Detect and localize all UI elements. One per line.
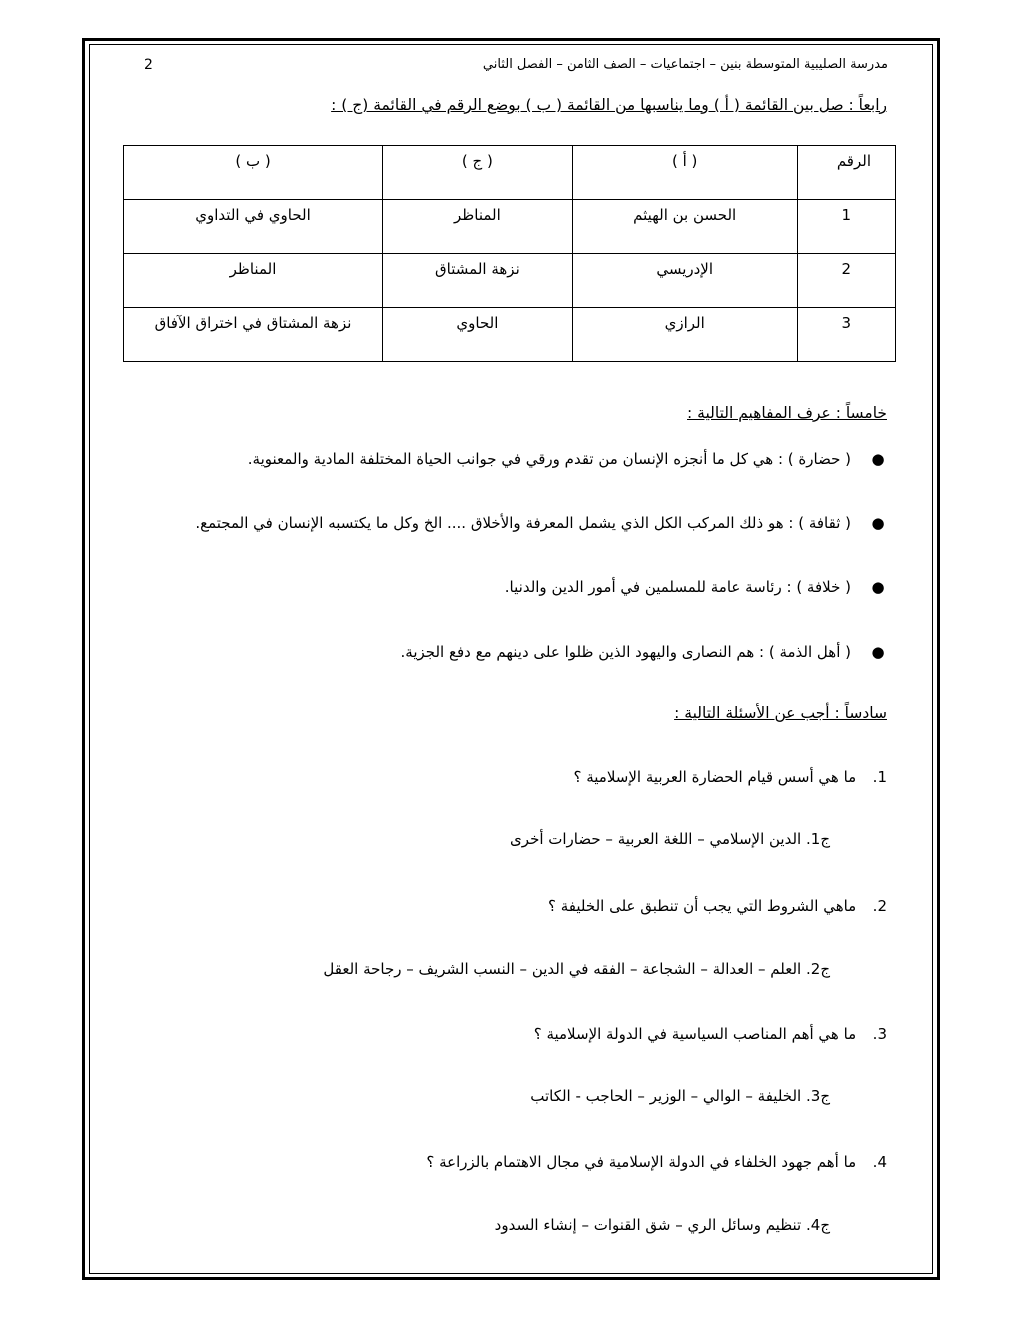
header-num: الرقم <box>797 146 895 200</box>
row-num: 2 <box>797 254 895 308</box>
definition-text: ( ثقافة ) : هو ذلك المركب الكل الذي يشمل المعرفة والأخلاق .... الخ وكل ما يكتسبه الإنسان في المجتمع. <box>195 514 851 532</box>
bullet-icon: ● <box>871 450 885 468</box>
section4-title: رابعاً : صل بين القائمة ( أ ) وما يناسبها من القائمة ( ب ) بوضع الرقم في القائمة (ج ) : <box>331 96 887 114</box>
matching-table <box>123 145 896 362</box>
question-number: 2. <box>872 897 887 915</box>
list-item <box>505 578 887 596</box>
question-text: ما هي أسس قيام الحضارة العربية الإسلامية ؟ <box>573 768 857 786</box>
cell-j: الحاوي <box>383 308 573 362</box>
answer-2: ج2. العلم – العدالة – الشجاعة – الفقه في الدين – النسب الشريف – رجاحة العقل <box>323 960 830 978</box>
cell-b: المناظر <box>124 254 383 308</box>
question-2 <box>548 897 887 915</box>
definition-text: ( خلافة ) : رئاسة عامة للمسلمين في أمور الدين والدنيا. <box>504 578 851 596</box>
question-text: ماهي الشروط التي يجب أن تنطبق على الخليفة ؟ <box>548 897 857 915</box>
table-header-row <box>124 146 896 200</box>
bullet-icon: ● <box>871 514 885 532</box>
table-row <box>124 254 896 308</box>
section5-title: خامساً : عرف المفاهيم التالية : <box>687 404 887 422</box>
cell-a: الإدريسي <box>572 254 797 308</box>
answer-4: ج4. تنظيم وسائل الري – شق القنوات – إنشاء السدود <box>494 1216 830 1234</box>
question-text: ما هي أهم المناصب السياسية في الدولة الإسلامية ؟ <box>533 1025 857 1043</box>
cell-a: الحسن بن الهيثم <box>572 200 797 254</box>
page-number: 2 <box>144 57 153 73</box>
cell-j: نزهة المشتاق <box>383 254 573 308</box>
question-1 <box>574 768 888 786</box>
cell-j: المناظر <box>383 200 573 254</box>
header-b: ( ب ) <box>124 146 383 200</box>
cell-b: الحاوي في التداوي <box>124 200 383 254</box>
question-number: 3. <box>872 1025 887 1043</box>
definition-text: ( حضارة ) : هي كل ما أنجزه الإنسان من تقدم ورقي في جوانب الحياة المختلفة المادية والمعنوية. <box>247 450 851 468</box>
header-j: ( ج ) <box>383 146 573 200</box>
list-item <box>248 450 887 468</box>
bullet-icon: ● <box>871 643 885 661</box>
cell-b: نزهة المشتاق في اختراق الآفاق <box>124 308 383 362</box>
question-text: ما أهم جهود الخلفاء في الدولة الإسلامية في مجال الاهتمام بالزراعة ؟ <box>426 1153 857 1171</box>
question-4 <box>426 1153 887 1171</box>
row-num: 1 <box>797 200 895 254</box>
definition-text: ( أهل الذمة ) : هم النصارى واليهود الذين ظلوا على دينهم مع دفع الجزية. <box>400 643 851 661</box>
question-number: 1. <box>872 768 887 786</box>
table-row <box>124 308 896 362</box>
row-num: 3 <box>797 308 895 362</box>
bullet-icon: ● <box>871 578 885 596</box>
table-row <box>124 200 896 254</box>
list-item <box>401 643 887 661</box>
answer-3: ج3. الخليفة – الوالي – الوزير – الحاجب - الكاتب <box>530 1087 830 1105</box>
list-item <box>195 514 887 532</box>
answer-1: ج1. الدين الإسلامي – اللغة العربية – حضارات أخرى <box>510 830 830 848</box>
cell-a: الرازي <box>572 308 797 362</box>
question-number: 4. <box>872 1153 887 1171</box>
header-a: ( أ ) <box>572 146 797 200</box>
question-3 <box>534 1025 887 1043</box>
section6-title: سادساً : أجب عن الأسئلة التالية : <box>674 704 887 722</box>
school-header: مدرسة الصليبية المتوسطة بنين – اجتماعيات – الصف الثامن – الفصل الثاني <box>482 57 888 72</box>
